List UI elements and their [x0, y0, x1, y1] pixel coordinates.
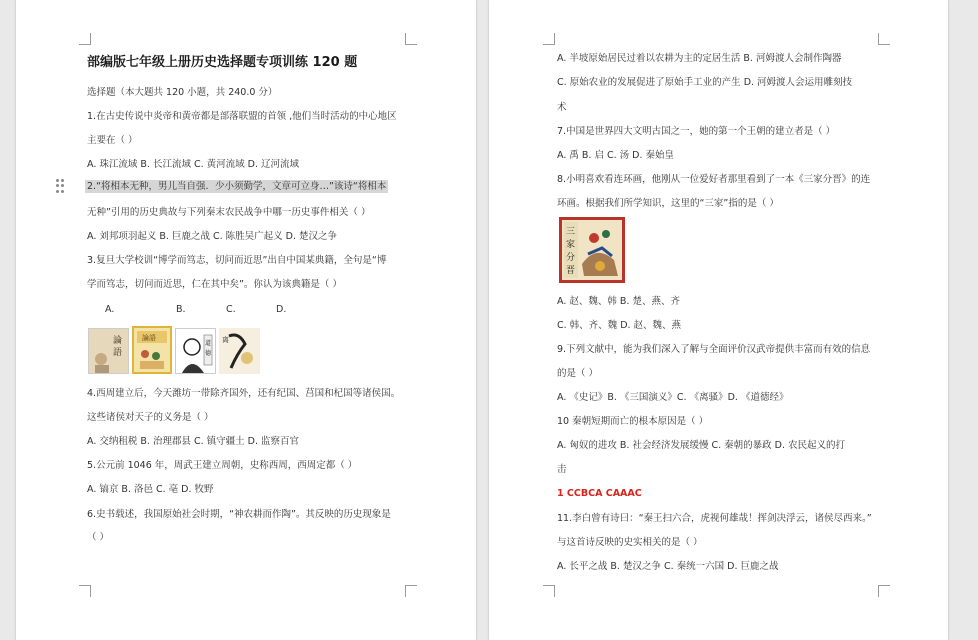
question-7-text[interactable]: 7.中国是世界四大文明古国之一，她的第一个王朝的建立者是（ ）: [557, 126, 836, 137]
question-8-options-ab[interactable]: A. 赵、魏、韩 B. 楚、燕、齐: [557, 296, 680, 307]
question-8-text-cont[interactable]: 环画。根据我们所学知识，这里的“三家”指的是（ ）: [557, 198, 779, 209]
question-9-text[interactable]: 9.下列文献中，能为我们深入了解与全面评价汉武帝提供丰富而有效的信息: [557, 344, 871, 355]
page-corner-mark: [543, 33, 555, 45]
question-5-text[interactable]: 5.公元前 1046 年，周武王建立周朝，史称西周，西周定都（ ）: [87, 460, 358, 471]
section-header: 选择题（本大题共 120 小题，共 240.0 分）: [87, 87, 278, 98]
svg-text:語: 語: [113, 348, 123, 358]
book-cover-image-c: [175, 328, 216, 374]
question-4-options[interactable]: A. 交纳租税 B. 治理郡县 C. 镇守疆土 D. 监察百官: [87, 436, 300, 447]
drag-handle-icon[interactable]: [56, 179, 64, 193]
question-9-options[interactable]: A. 《史记》B. 《三国演义》C. 《离骚》D. 《道德经》: [557, 392, 789, 403]
svg-text:論: 論: [113, 336, 123, 346]
page-corner-mark: [79, 33, 91, 45]
svg-text:离: 离: [222, 336, 229, 344]
question-4-text[interactable]: 4.西周建立后，今天潍坊一带除齐国外，还有纪国、莒国和杞国等诸侯国。: [87, 388, 401, 399]
question-2-text-cont[interactable]: 无种”引用的历史典故与下列秦末农民战争中哪一历史事件相关（ ）: [87, 207, 371, 218]
question-6-options-ab[interactable]: A. 半坡原始居民过着以农耕为主的定居生活 B. 河姆渡人会制作陶器: [557, 53, 842, 64]
comic-title-char-4: 晋: [566, 266, 576, 276]
book-cover-image-b: [132, 326, 172, 374]
question-10-options-cont[interactable]: 击: [557, 464, 567, 475]
question-6-text[interactable]: 6.史书载述，我国原始社会时期，“神农耕而作陶”。其反映的历史现象是: [87, 509, 391, 520]
question-3-text[interactable]: 3.复旦大学校训“博学而笃志，切问而近思”出自中国某典籍，全句是“博: [87, 255, 387, 266]
svg-text:德: 德: [205, 350, 212, 357]
svg-text:道: 道: [205, 340, 212, 347]
question-7-options[interactable]: A. 禹 B. 启 C. 汤 D. 秦始皇: [557, 150, 675, 161]
page-corner-mark: [405, 33, 417, 45]
question-6-text-cont[interactable]: （ ）: [87, 532, 110, 543]
comic-title-char-2: 家: [566, 240, 576, 250]
question-3-text-cont[interactable]: 学而笃志，切问而近思，仁在其中矣”。你认为该典籍是（ ）: [87, 279, 342, 290]
page-corner-mark: [878, 33, 890, 45]
question-2-options[interactable]: A. 刘邦项羽起义 B. 巨鹿之战 C. 陈胜吴广起义 D. 楚汉之争: [87, 231, 338, 242]
document-title: 部编版七年级上册历史选择题专项训练 120 题: [87, 55, 358, 70]
question-10-options[interactable]: A. 匈奴的进攻 B. 社会经济发展缓慢 C. 秦朝的暴政 D. 农民起义的打: [557, 440, 846, 451]
page-corner-mark: [79, 585, 91, 597]
question-8-options-cd[interactable]: C. 韩、齐、魏 D. 赵、魏、燕: [557, 320, 682, 331]
option-letter-a: A.: [105, 304, 115, 315]
question-2-text-selected[interactable]: 2.“将相本无种，男儿当自强．少小须勤学，文章可立身…”该诗“将相本: [87, 181, 387, 192]
question-4-text-cont[interactable]: 这些诸侯对天子的义务是（ ）: [87, 412, 214, 423]
question-9-text-cont[interactable]: 的是（ ）: [557, 368, 599, 379]
option-letter-b: B.: [176, 304, 186, 315]
question-10-text[interactable]: 10 秦朝短期而亡的根本原因是（ ）: [557, 416, 709, 427]
page-corner-mark: [878, 585, 890, 597]
svg-text:論語: 論語: [142, 334, 156, 342]
question-1-text-cont[interactable]: 主要在（ ）: [87, 135, 138, 146]
question-1-options[interactable]: A. 珠江流域 B. 长江流域 C. 黄河流域 D. 辽河流域: [87, 159, 300, 170]
option-letter-c: C.: [226, 304, 236, 315]
comic-title-char-1: 三: [566, 227, 576, 237]
book-cover-image-d: [219, 328, 260, 374]
comic-title-char-3: 分: [566, 253, 576, 263]
page-corner-mark: [543, 585, 555, 597]
question-11-text[interactable]: 11.李白曾有诗曰：“秦王扫六合，虎视何雄哉！挥剑决浮云，诸侯尽西来。”: [557, 513, 872, 524]
answer-key[interactable]: 1 CCBCA CAAAC: [557, 488, 642, 499]
question-6-options-cont[interactable]: 术: [557, 102, 567, 113]
option-letter-d: D.: [276, 304, 287, 315]
page-corner-mark: [405, 585, 417, 597]
vertical-scrollbar[interactable]: [958, 0, 978, 640]
question-1-text[interactable]: 1.在古史传说中炎帝和黄帝都是部落联盟的首领 ,他们当时活动的中心地区: [87, 111, 397, 122]
question-8-text[interactable]: 8.小明喜欢看连环画，他刚从一位爱好者那里看到了一本《三家分晋》的连: [557, 174, 871, 185]
question-6-options-cd[interactable]: C. 原始农业的发展促进了原始手工业的产生 D. 河姆渡人会运用雕刻技: [557, 77, 853, 88]
question-11-options[interactable]: A. 长平之战 B. 楚汉之争 C. 秦统一六国 D. 巨鹿之战: [557, 561, 779, 572]
book-cover-image-a: [88, 328, 129, 374]
question-5-options[interactable]: A. 镐京 B. 洛邑 C. 亳 D. 牧野: [87, 484, 214, 495]
question-11-text-cont[interactable]: 与这首诗反映的史实相关的是（ ）: [557, 537, 703, 548]
comic-book-cover-image: [559, 217, 625, 283]
